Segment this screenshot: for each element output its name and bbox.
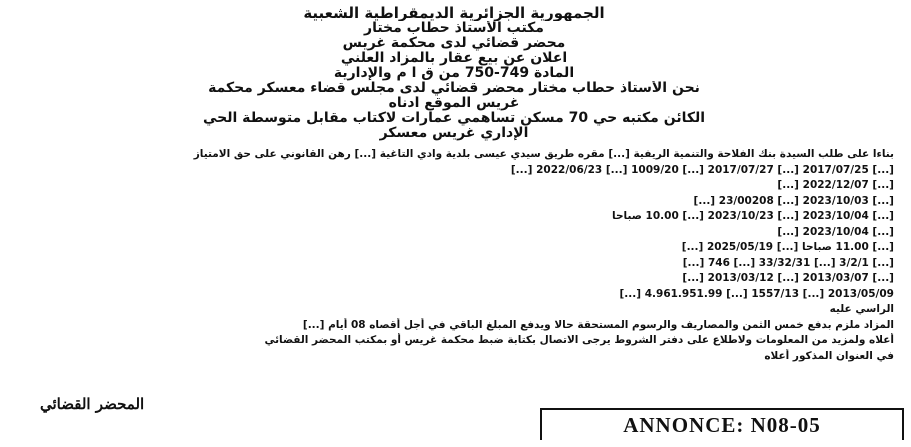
header-line-intro: نحن الأستاذ حطاب مختار محضر قضائي لدى مجلس قضاء معسكر محكمة — [208, 81, 700, 96]
annonce-number-box: ANNONCE: N08-05 — [540, 408, 904, 440]
header-line-office: مكتب الأستاذ حطاب مختار — [364, 21, 544, 36]
bailiff-signature: المحضر القضائي — [40, 395, 145, 413]
body-line: [...] 2017/07/25 [...] 2017/07/27 [...] 1009/20 [...] 2022/06/23 [...] — [510, 163, 894, 176]
body-line: [...] 2023/10/04 [...] 2023/10/23 [...] 10.00 صباحا — [612, 210, 894, 222]
body-line: 2013/05/09 [...] 1557/13 [...] 4.961.951.99 [...] — [619, 287, 894, 300]
header-line-articles: المادة 749-750 من ق ا م والإدارية — [333, 66, 575, 81]
body-line: المزاد ملزم بدفع خمس الثمن والمصاريف والرسوم المستحقة حالا ويدفع المبلغ الباقي في أجل أقصاه 08 أيام [...] — [302, 318, 894, 331]
body-line: بناءا على طلب السيدة بنك الفلاحة والتنمية الريفية [...] مقره طريق سيدي عيسى بلدية وادي التاغية [...] رهن القانوني على حق الامتياز — [193, 148, 894, 160]
body-line: أعلاه ولمزيد من المعلومات ولاطلاع على دفتر الشروط يرجى الاتصال بكتابة ضبط محكمة غريس أو بمكتب المحضر القضائي — [264, 334, 894, 346]
legal-notice — [8, 6, 900, 406]
header-line-republic: الجمهورية الجزائرية الديمقراطية الشعبية — [303, 6, 605, 21]
body-line: [...] 2013/03/07 [...] 2013/03/12 [...] — [682, 272, 894, 284]
body-line: [...] 2023/10/04 [...] — [777, 225, 894, 238]
body-line: [...] 2022/12/07 [...] — [777, 179, 894, 191]
header-line-address: الكائن مكتبه حي 70 مسكن تساهمي عمارات لاكتاب مقابل متوسطة الحي — [202, 111, 706, 126]
header-line-district: الإداري غريس معسكر — [379, 126, 529, 141]
body-line: الراسي عليه — [829, 303, 894, 315]
header-line-announcement: اعلان عن بيع عقار بالمزاد العلني — [340, 51, 568, 66]
header-line-signed: غريس الموقع أدناه — [388, 96, 520, 111]
body-line: [...] 3/2/1 [...] 33/32/31 [...] 746 [...] — [682, 256, 894, 269]
notice-body — [8, 147, 900, 364]
body-line: [...] 11.00 صباحا [...] 2025/05/19 [...] — [681, 241, 894, 253]
body-line: في العنوان المذكور أعلاه — [764, 349, 894, 362]
body-line: [...] 2023/10/03 [...] 23/00208 [...] — [693, 194, 894, 207]
notice-header — [8, 6, 900, 141]
header-line-bailiff: محضر قضائي لدى محكمة غريس — [342, 36, 566, 51]
